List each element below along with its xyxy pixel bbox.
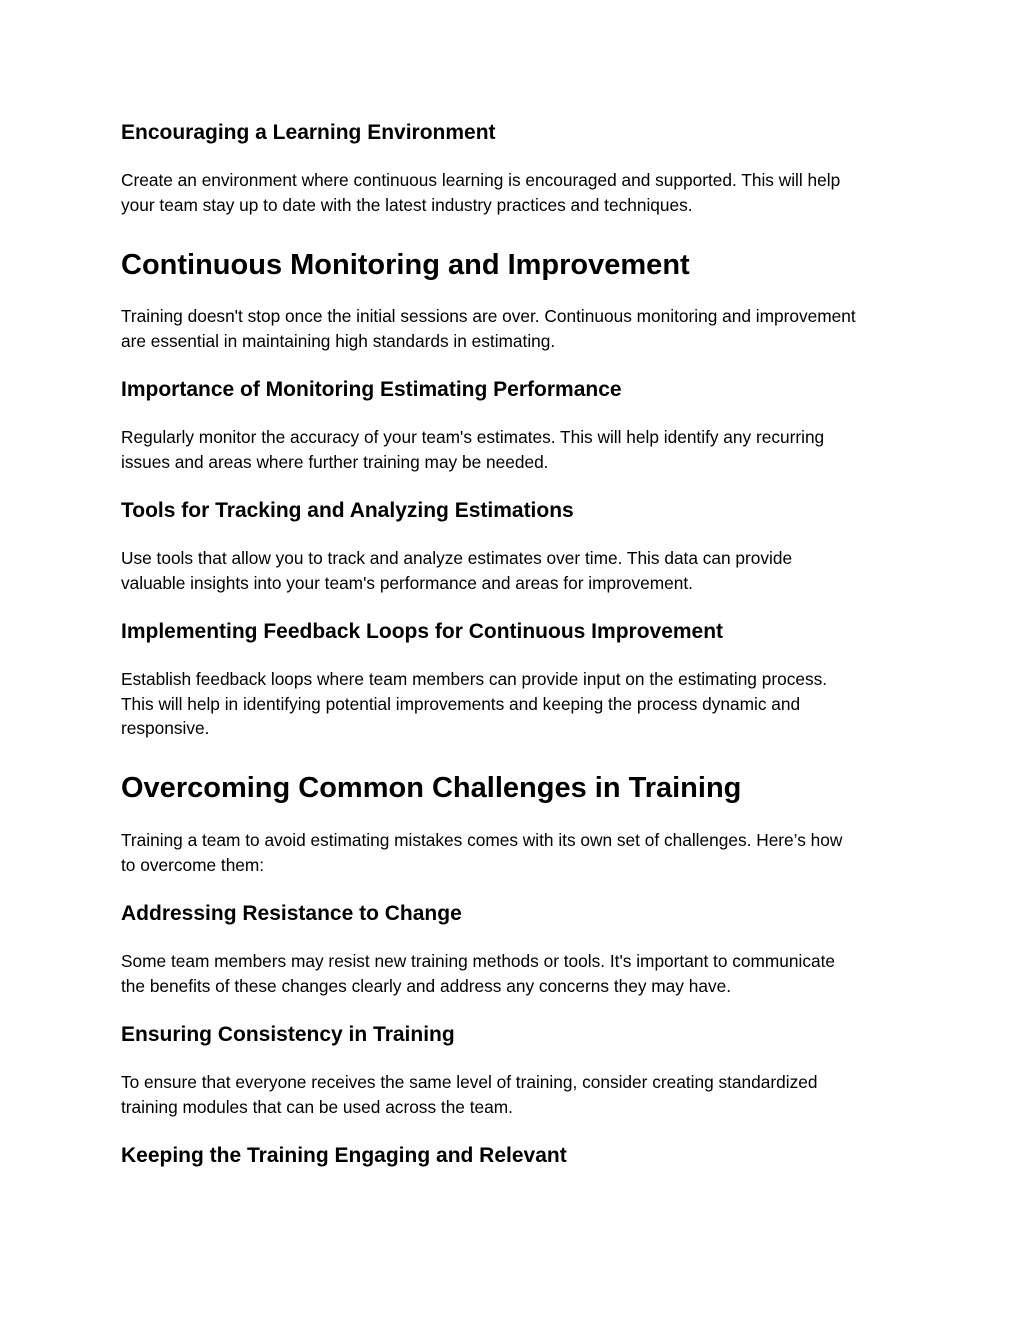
paragraph bbox=[121, 546, 911, 595]
paragraph-line: the benefits of these changes clearly and address any concerns they may have. bbox=[121, 975, 732, 996]
paragraph bbox=[121, 168, 911, 217]
chapter-heading: Overcoming Common Challenges in Training bbox=[121, 772, 742, 804]
paragraph-line: Some team members may resist new training methods or tools. It's important to communicate bbox=[121, 951, 836, 971]
paragraph bbox=[121, 1070, 911, 1119]
section-heading: Ensuring Consistency in Training bbox=[121, 1023, 455, 1046]
section-heading: Addressing Resistance to Change bbox=[121, 902, 462, 925]
paragraph bbox=[121, 949, 911, 998]
paragraph bbox=[121, 425, 911, 474]
paragraph bbox=[121, 304, 911, 353]
paragraph-line: Use tools that allow you to track and analyze estimates over time. This data can provide bbox=[121, 548, 793, 568]
paragraph-line: This will help in identifying potential improvements and keeping the process dynamic and bbox=[121, 693, 801, 714]
paragraph-line: Training doesn't stop once the initial sessions are over. Continuous monitoring and improvement bbox=[121, 306, 856, 326]
paragraph-line: Establish feedback loops where team members can provide input on the estimating process. bbox=[121, 669, 828, 689]
section-heading: Implementing Feedback Loops for Continuous Improvement bbox=[121, 620, 724, 643]
paragraph bbox=[121, 828, 911, 877]
section-heading: Importance of Monitoring Estimating Performance bbox=[121, 378, 622, 401]
paragraph-line: Training a team to avoid estimating mistakes comes with its own set of challenges. Here’s how bbox=[121, 830, 843, 850]
section-heading: Encouraging a Learning Environment bbox=[121, 121, 496, 144]
paragraph-line: To ensure that everyone receives the same level of training, consider creating standardized bbox=[121, 1072, 818, 1092]
paragraph-line: your team stay up to date with the latest industry practices and techniques. bbox=[121, 194, 693, 215]
chapter-heading: Continuous Monitoring and Improvement bbox=[121, 249, 690, 281]
paragraph-line: training modules that can be used across the team. bbox=[121, 1096, 513, 1117]
paragraph bbox=[121, 667, 911, 741]
section-heading: Tools for Tracking and Analyzing Estimations bbox=[121, 499, 574, 522]
paragraph-line: Create an environment where continuous learning is encouraged and supported. This will help bbox=[121, 170, 841, 190]
paragraph-line: responsive. bbox=[121, 718, 210, 738]
section-heading: Keeping the Training Engaging and Relevant bbox=[121, 1144, 567, 1167]
paragraph-line: are essential in maintaining high standards in estimating. bbox=[121, 330, 556, 351]
paragraph-line: to overcome them: bbox=[121, 854, 265, 875]
paragraph-line: valuable insights into your team's performance and areas for improvement. bbox=[121, 572, 693, 593]
paragraph-line: Regularly monitor the accuracy of your team's estimates. This will help identify any recurring bbox=[121, 427, 825, 447]
paragraph-line: issues and areas where further training may be needed. bbox=[121, 451, 549, 472]
